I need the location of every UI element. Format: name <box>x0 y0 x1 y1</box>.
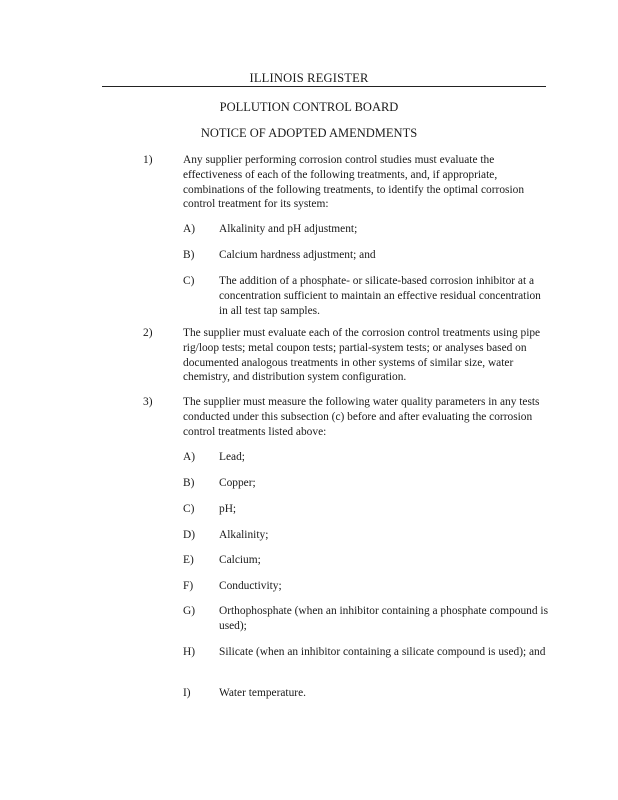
subitem-text: Alkalinity and pH adjustment; <box>219 223 358 235</box>
subitem-text: Lead; <box>219 451 245 463</box>
subitem-text: Alkalinity; <box>219 529 269 541</box>
subitem-text: pH; <box>219 503 237 515</box>
subitem-text: Copper; <box>219 477 256 489</box>
subitem-text: Calcium; <box>219 554 261 566</box>
item-number: 1) <box>143 154 153 166</box>
subitem-text: Water temperature. <box>219 687 306 699</box>
subitem-text: Calcium hardness adjustment; and <box>219 249 376 261</box>
subitem-text: Silicate (when an inhibitor containing a silicate compound is used); and <box>219 646 546 658</box>
subitem-text: Conductivity; <box>219 580 282 592</box>
subitem-label: F) <box>183 580 194 592</box>
item-text: Any supplier performing corrosion control studies must evaluate the effectiveness of each of the following treatments, and, if appropriate, combinations of the following treatments, to identify the optimal corrosion control treatment for its system: <box>183 154 525 211</box>
subitem-label: I) <box>183 687 191 699</box>
subitem-label: B) <box>183 249 195 261</box>
subitem-label: A) <box>183 451 196 463</box>
subitem-text: Orthophosphate (when an inhibitor containing a phosphate compound is used); <box>219 605 548 632</box>
subitem-label: C) <box>183 503 195 515</box>
subitem-text: The addition of a phosphate- or silicate-based corrosion inhibitor at a concentration sufficient to maintain an effective residual concentration in all test tap samples. <box>219 275 541 317</box>
subitem-label: H) <box>183 646 196 658</box>
register-title: ILLINOIS REGISTER <box>249 71 369 85</box>
subitem-label: D) <box>183 529 196 541</box>
board-title: POLLUTION CONTROL BOARD <box>219 100 399 114</box>
item-text: The supplier must measure the following water quality parameters in any tests conducted under this subsection (c) before and after evaluating the corrosion control treatments listed above: <box>183 396 540 438</box>
item-number: 2) <box>143 327 153 339</box>
header-rule <box>102 86 546 87</box>
item-number: 3) <box>143 396 153 408</box>
subitem-label: B) <box>183 477 195 489</box>
notice-title: NOTICE OF ADOPTED AMENDMENTS <box>200 126 418 140</box>
subitem-label: A) <box>183 223 196 235</box>
subitem-label: G) <box>183 605 196 617</box>
item-text: The supplier must evaluate each of the corrosion control treatments using pipe rig/loop tests; metal coupon tests; partial-system tests; or analyses based on documented analogous treatments in other systems of similar size, water chemistry, and distribution system configuration. <box>183 327 541 384</box>
subitem-label: E) <box>183 554 194 566</box>
subitem-label: C) <box>183 275 195 287</box>
